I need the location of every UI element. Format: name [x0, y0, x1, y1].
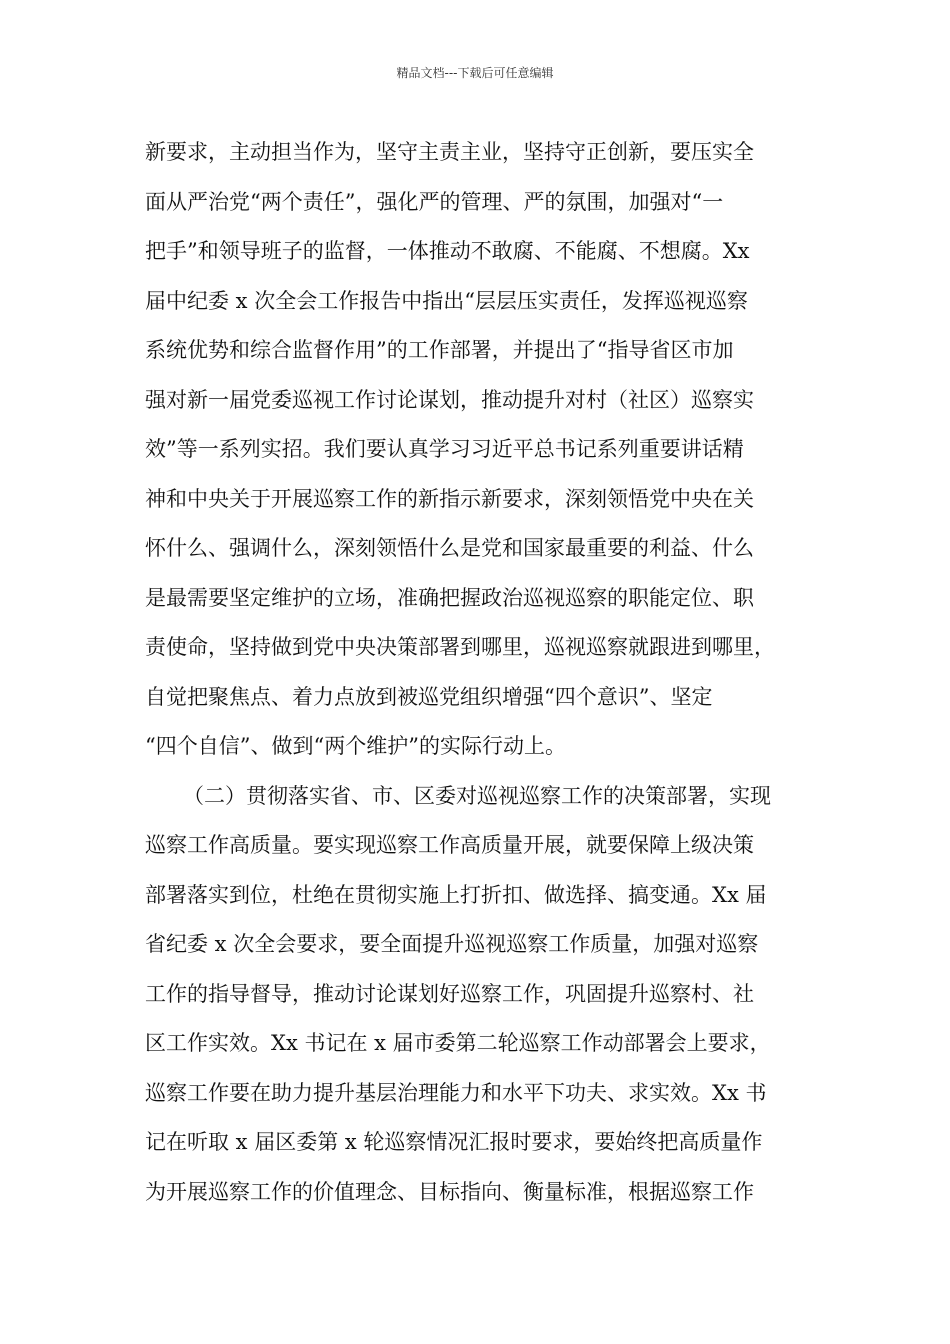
- text-line: 巡察工作高质量。要实现巡察工作高质量开展，就要保障上级决策: [145, 833, 754, 857]
- text-line: 区工作实效。Xx 书记在 x 届市委第二轮巡察工作动部署会上要求，: [145, 1031, 771, 1055]
- text-line: 效”等一系列实招。我们要认真学习习近平总书记系列重要讲话精: [145, 437, 744, 461]
- text-line: “四个自信”、做到“两个维护”的实际行动上。: [145, 734, 566, 758]
- text-line: 自觉把聚焦点、着力点放到被巡党组织增强“四个意识”、坚定: [145, 684, 713, 709]
- text-line: 责使命，坚持做到党中央决策部署到哪里，巡视巡察就跟进到哪里，: [145, 635, 775, 659]
- text-line: 部署落实到位，杜绝在贯彻实施上打折扣、做选择、搞变通。Xx 届: [145, 882, 767, 907]
- text-line: 是最需要坚定维护的立场，准确把握政治巡视巡察的职能定位、职: [145, 585, 754, 610]
- text-line: 神和中央关于开展巡察工作的新指示新要求，深刻领悟党中央在关: [145, 486, 754, 511]
- text-line: 新要求，主动担当作为，坚守主责主业，坚持守正创新，要压实全: [145, 140, 754, 164]
- text-line: 省纪委 x 次全会要求，要全面提升巡视巡察工作质量，加强对巡察: [145, 932, 759, 956]
- text-line: 工作的指导督导，推动讨论谋划好巡察工作，巩固提升巡察村、社: [145, 981, 754, 1006]
- text-line: 系统优势和综合监督作用”的工作部署，并提出了“指导省区市加: [145, 338, 734, 362]
- text-line: 记在听取 x 届区委第 x 轮巡察情况汇报时要求，要始终把高质量作: [145, 1130, 763, 1154]
- page-header: 精品文档---下载后可任意编辑: [396, 66, 554, 80]
- text-line: 巡察工作要在助力提升基层治理能力和水平下功夫、求实效。Xx 书: [145, 1080, 767, 1105]
- text-line: 届中纪委 x 次全会工作报告中指出“层层压实责任，发挥巡视巡察: [145, 288, 748, 313]
- text-line: 怀什么、强调什么，深刻领悟什么是党和国家最重要的利益、什么: [145, 536, 754, 560]
- text-line: 强对新一届党委巡视工作讨论谋划，推动提升对村（社区）巡察实: [145, 387, 754, 412]
- section-heading-line: （二）贯彻落实省、市、区委对巡视巡察工作的决策部署，实现: [183, 783, 771, 808]
- text-line: 把手”和领导班子的监督，一体推动不敢腐、不能腐、不想腐。Xx: [145, 239, 750, 263]
- text-line: 为开展巡察工作的价值理念、目标指向、衡量标准，根据巡察工作: [145, 1179, 754, 1204]
- text-line: 面从严治党“两个责任”，强化严的管理、严的氛围，加强对“一: [145, 189, 724, 214]
- document-body: [145, 128, 817, 1217]
